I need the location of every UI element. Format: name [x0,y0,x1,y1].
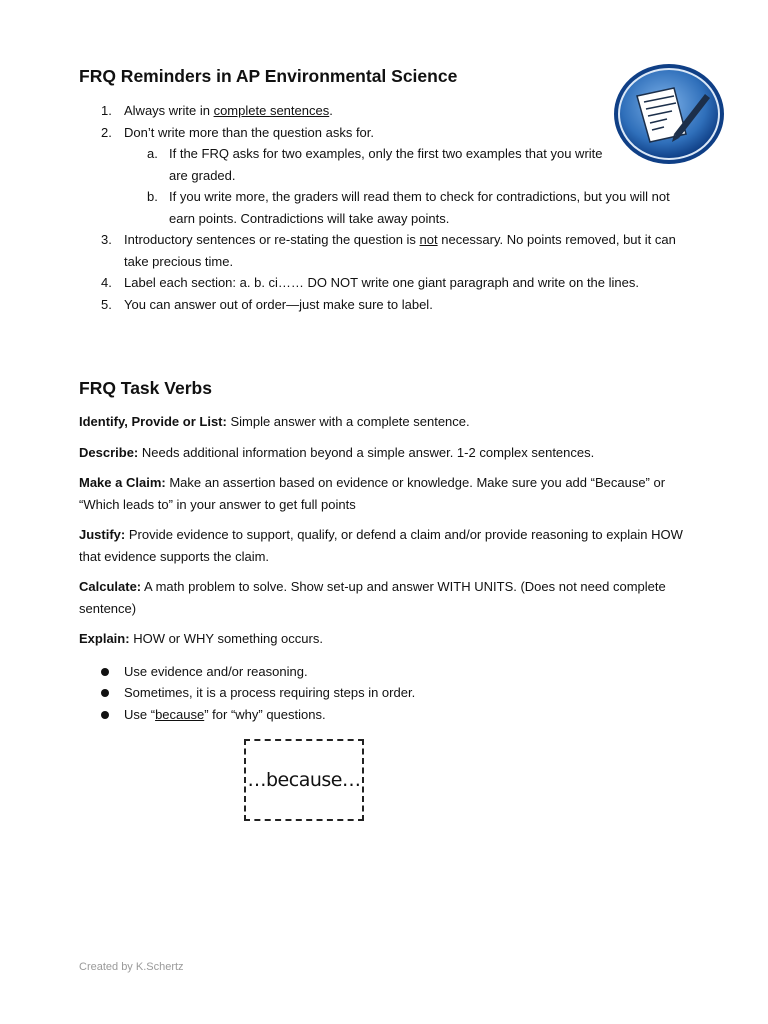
bullet-item [79,682,704,704]
sub-list-item [79,186,699,229]
list-item [79,122,699,230]
verb-term: Explain: [79,631,130,646]
bullet-text: Use “ [124,706,156,722]
bullet-dot-icon [101,668,109,676]
verb-entry [79,576,704,619]
item-number: 5. [101,296,112,312]
list-item [79,229,699,272]
bullet-dot-icon [101,689,109,697]
list-item [79,272,699,294]
verb-definition: HOW or WHY something occurs. [129,631,323,646]
verb-term: Justify: [79,527,126,542]
item-text: . [329,103,333,118]
verb-definition: Provide evidence to support, qualify, or defend a claim and/or provide reasoning to explain HOW that evidence supports the claim. [79,527,683,564]
bullet-text: Use evidence and/or reasoning. [124,663,308,679]
bullet-item [79,704,704,726]
bullet-text: Sometimes, it is a process requiring steps in order. [124,685,416,700]
verb-entry [79,411,704,433]
item-text: You can answer out of order—just make sure to label. [124,296,433,312]
item-text: Label each section: a. b. ci…… DO NOT write one giant paragraph and write on the lines. [124,275,639,290]
item-text: necessary. No points removed, but it can take precious time. [124,232,676,269]
verb-definition: A math problem to solve. Show set-up and answer WITH UNITS. (Does not need complete sentence) [79,579,666,616]
task-verbs-section [79,411,704,725]
explain-bullets [79,661,704,726]
underlined-text: not [419,232,438,247]
verb-term: Describe: [79,444,139,460]
verb-entry [79,524,704,567]
verb-term: Identify, Provide or List: [79,414,227,429]
sub-list [124,143,699,229]
task-verbs-title: FRQ Task Verbs [79,378,212,398]
underlined-text: complete sentences [213,103,330,118]
verb-entry [79,442,704,464]
item-text: Always write in [124,103,214,118]
verb-definition: Needs additional information beyond a simple answer. 1-2 complex sentences. [138,444,595,460]
item-number: 1. [101,103,112,118]
item-number: 2. [101,124,112,140]
bullet-item [79,661,704,683]
list-item [79,100,699,122]
item-letter: a. [147,146,158,161]
footer-credit: Created by K.Schertz [79,961,184,973]
item-text: Introductory sentences or re-stating the question is [124,232,420,247]
verb-entry [79,628,704,650]
because-text: …because… [247,769,361,791]
because-box [244,739,364,821]
list-item [79,294,699,316]
underlined-text: because [155,706,205,722]
item-number: 3. [101,232,112,247]
reminders-list [79,100,699,315]
item-text: If you write more, the graders will read them to check for contradictions, but you will not earn points. Contradictions will take away points. [169,189,670,226]
bullet-text: ” for “why” questions. [204,706,326,722]
verb-term: Calculate: [79,579,142,594]
item-text: Don’t write more than the question asks for. [124,124,375,140]
verb-definition: Simple answer with a complete sentence. [226,414,470,429]
item-letter: b. [147,189,158,204]
bullet-dot-icon [101,711,109,719]
verb-definition: Make an assertion based on evidence or knowledge. Make sure you add “Because” or “Which leads to” in your answer to get full points [79,475,666,512]
verb-entry [79,472,704,515]
reminders-title: FRQ Reminders in AP Environmental Science [79,66,458,86]
verb-term: Make a Claim: [79,475,166,490]
item-number: 4. [101,275,112,290]
sub-list-item [79,143,699,186]
item-text: If the FRQ asks for two examples, only the first two examples that you write are graded. [169,146,603,183]
